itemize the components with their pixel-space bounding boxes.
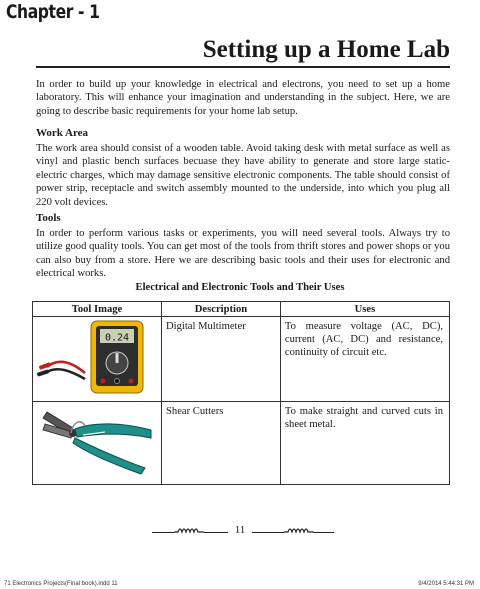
tools-table: [32, 301, 450, 485]
row-uses: To make straight and curved cuts in sheet metal.: [280, 402, 449, 485]
chapter-label: Chapter - 1: [6, 1, 100, 23]
table-row: [33, 317, 450, 402]
work-area-paragraph: The work area should consist of a wooden table. Avoid taking desk with metal surface as well as vinyl and plastic bench surfaces becuase they have ability to generate and store large static-electric charges, which may damage sensitive electronic components. The table should consist of power strip, receptacle and switch assembly mounted to the underside, into which you plug all 220 volt devices.: [36, 143, 450, 208]
multimeter-display-text: 0.24: [104, 332, 130, 344]
shear-cutters-image: [33, 402, 161, 480]
header-uses: Uses: [280, 302, 449, 317]
table-caption: Electrical and Electronic Tools and Their Uses: [135, 282, 345, 293]
multimeter-image-cell: [33, 317, 162, 402]
footer-rule-right-outer: [314, 532, 334, 533]
header-tool-image: Tool Image: [33, 302, 162, 317]
row-description: Shear Cutters: [162, 402, 281, 485]
multimeter-image: [33, 317, 161, 397]
tools-heading: Tools: [36, 212, 61, 224]
row-uses: To measure voltage (AC, DC), current (AC, DC) and resistance, continuity of circuit etc.: [280, 317, 449, 402]
table-row: [33, 402, 450, 485]
slug-date: 9/4/2014 5:44:31 PM: [418, 581, 474, 587]
tools-paragraph: In order to perform various tasks or experiments, you will need several tools. Always try to utilize good quality tools. You can get most of the tools from thrift stores and power shops or you can also buy from a store. Here we are describing basic tools and their uses for electronic and electrical works.: [36, 228, 450, 280]
page-title: Setting up a Home Lab: [202, 36, 450, 63]
cutters-image-cell: [33, 402, 162, 485]
slug-filename: 71 Electronics Projects(Final book).indd 11: [4, 581, 118, 587]
intro-paragraph: In order to build up your knowledge in electrical and electrons, you need to set up a home laboratory. This will enhance your imagination and understanding in the subject. Here, we are going to describe basic requirements for your home lab setup.: [36, 79, 450, 117]
row-description: Digital Multimeter: [162, 317, 281, 402]
table-header-row: [33, 302, 450, 317]
header-description: Description: [162, 302, 281, 317]
page-number: 11: [234, 524, 246, 536]
work-area-heading: Work Area: [36, 127, 89, 139]
footer-squiggle-right-icon: [284, 524, 314, 536]
footer-rule-right-inner: [252, 532, 284, 533]
title-rule: [36, 66, 450, 68]
